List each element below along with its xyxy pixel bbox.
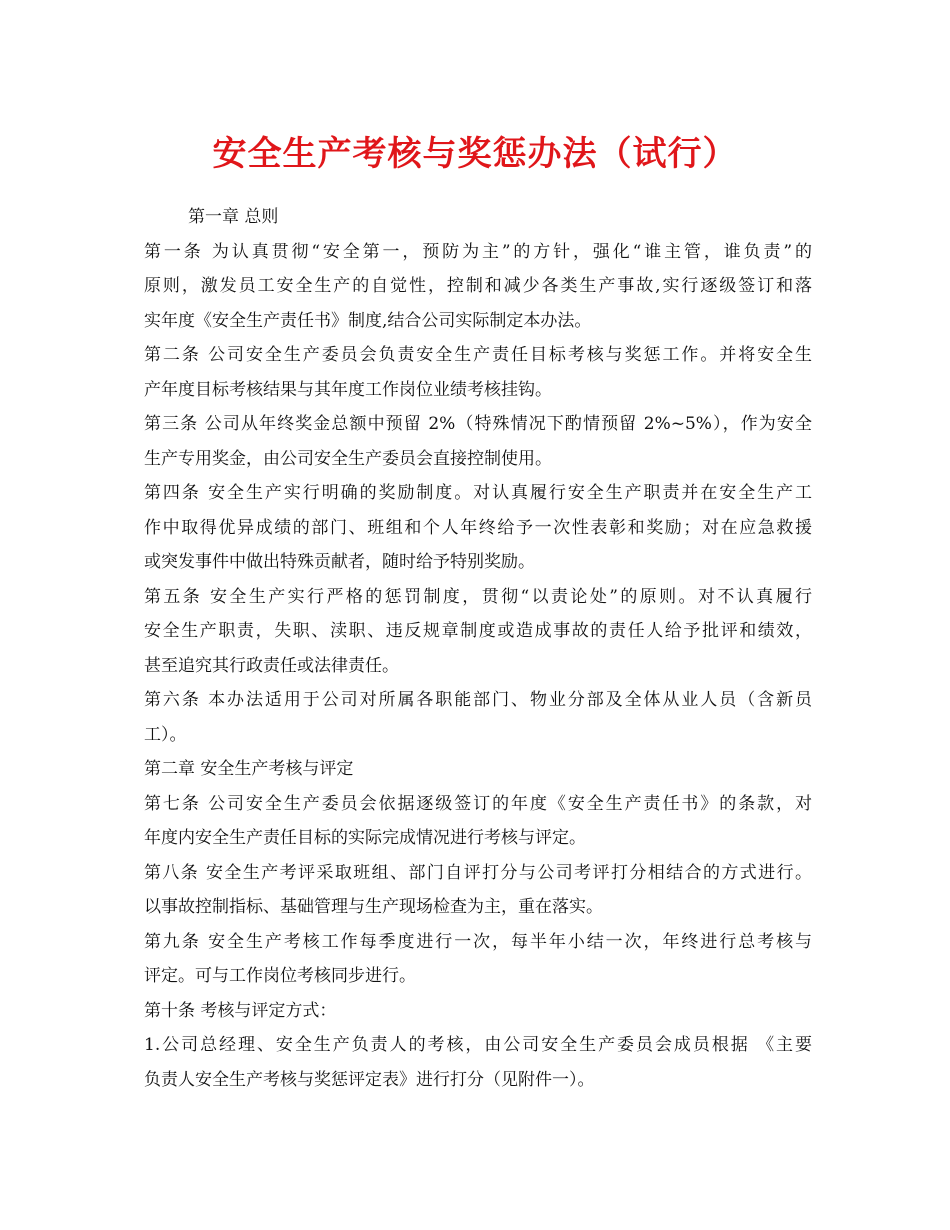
paragraph-line: 第一条 为认真贯彻“安全第一，预防为主”的方针，强化“谁主管，谁负责”的 bbox=[144, 241, 812, 262]
paragraph-line: 第五条 安全生产实行严格的惩罚制度，贯彻“以责论处”的原则。对不认真履行 bbox=[144, 586, 812, 607]
paragraph-line: 第六条 本办法适用于公司对所属各职能部门、物业分部及全体从业人员（含新员 bbox=[144, 690, 812, 710]
paragraph-line: 或突发事件中做出特殊贡献者，随时给予特别奖励。 bbox=[144, 552, 535, 572]
document-title: 安全生产考核与奖惩办法（试行） bbox=[212, 134, 738, 174]
document-body bbox=[144, 200, 812, 1097]
paragraph-line: 作中取得优异成绩的部门、班组和个人年终给予一次性表彰和奖励；对在应急救援 bbox=[144, 517, 812, 538]
paragraph-line: 以事故控制指标、基础管理与生产现场检查为主，重在落实。 bbox=[144, 897, 603, 917]
paragraph-line: 第十条 考核与评定方式： bbox=[144, 1000, 337, 1021]
paragraph-line: 第二条 公司安全生产委员会负责安全生产责任目标考核与奖惩工作。并将安全生 bbox=[144, 345, 812, 365]
paragraph-line: 原则，激发员工安全生产的自觉性，控制和减少各类生产事故,实行逐级签订和落 bbox=[144, 276, 812, 296]
paragraph-line: 安全生产职责，失职、渎职、违反规章制度或造成事故的责任人给予批评和绩效， bbox=[144, 621, 812, 641]
paragraph-line: 第九条 安全生产考核工作每季度进行一次，每半年小结一次，年终进行总考核与 bbox=[144, 931, 812, 952]
paragraph-line: 年度内安全生产责任目标的实际完成情况进行考核与评定。 bbox=[144, 828, 586, 848]
paragraph-line: 工）。 bbox=[144, 724, 187, 745]
chapter-heading: 第二章 安全生产考核与评定 bbox=[144, 759, 354, 779]
chapter-heading: 第一章 总则 bbox=[188, 207, 279, 227]
paragraph-line: 第三条 公司从年终奖金总额中预留 2%（特殊情况下酌情预留 2%~5%），作为安全 bbox=[144, 414, 812, 434]
paragraph-line: 实年度《安全生产责任书》制度,结合公司实际制定本办法。 bbox=[144, 310, 592, 331]
paragraph-line: 生产专用奖金，由公司安全生产委员会直接控制使用。 bbox=[144, 448, 552, 469]
paragraph-line: 评定。可与工作岗位考核同步进行。 bbox=[144, 966, 416, 986]
paragraph-line: 甚至追究其行政责任或法律责任。 bbox=[144, 655, 399, 676]
paragraph-line: 第八条 安全生产考评采取班组、部门自评打分与公司考评打分相结合的方式进行。 bbox=[144, 862, 812, 883]
paragraph-line: 负责人安全生产考核与奖惩评定表》进行打分（见附件一）。 bbox=[144, 1069, 595, 1090]
paragraph-line: 第七条 公司安全生产委员会依据逐级签订的年度《安全生产责任书》的条款，对 bbox=[144, 793, 812, 814]
paragraph-line: 产年度目标考核结果与其年度工作岗位业绩考核挂钩。 bbox=[144, 379, 552, 400]
paragraph-line: 1.公司总经理、安全生产负责人的考核，由公司安全生产委员会成员根据 《主要 bbox=[144, 1035, 812, 1055]
paragraph-line: 第四条 安全生产实行明确的奖励制度。对认真履行安全生产职责并在安全生产工 bbox=[144, 483, 812, 503]
